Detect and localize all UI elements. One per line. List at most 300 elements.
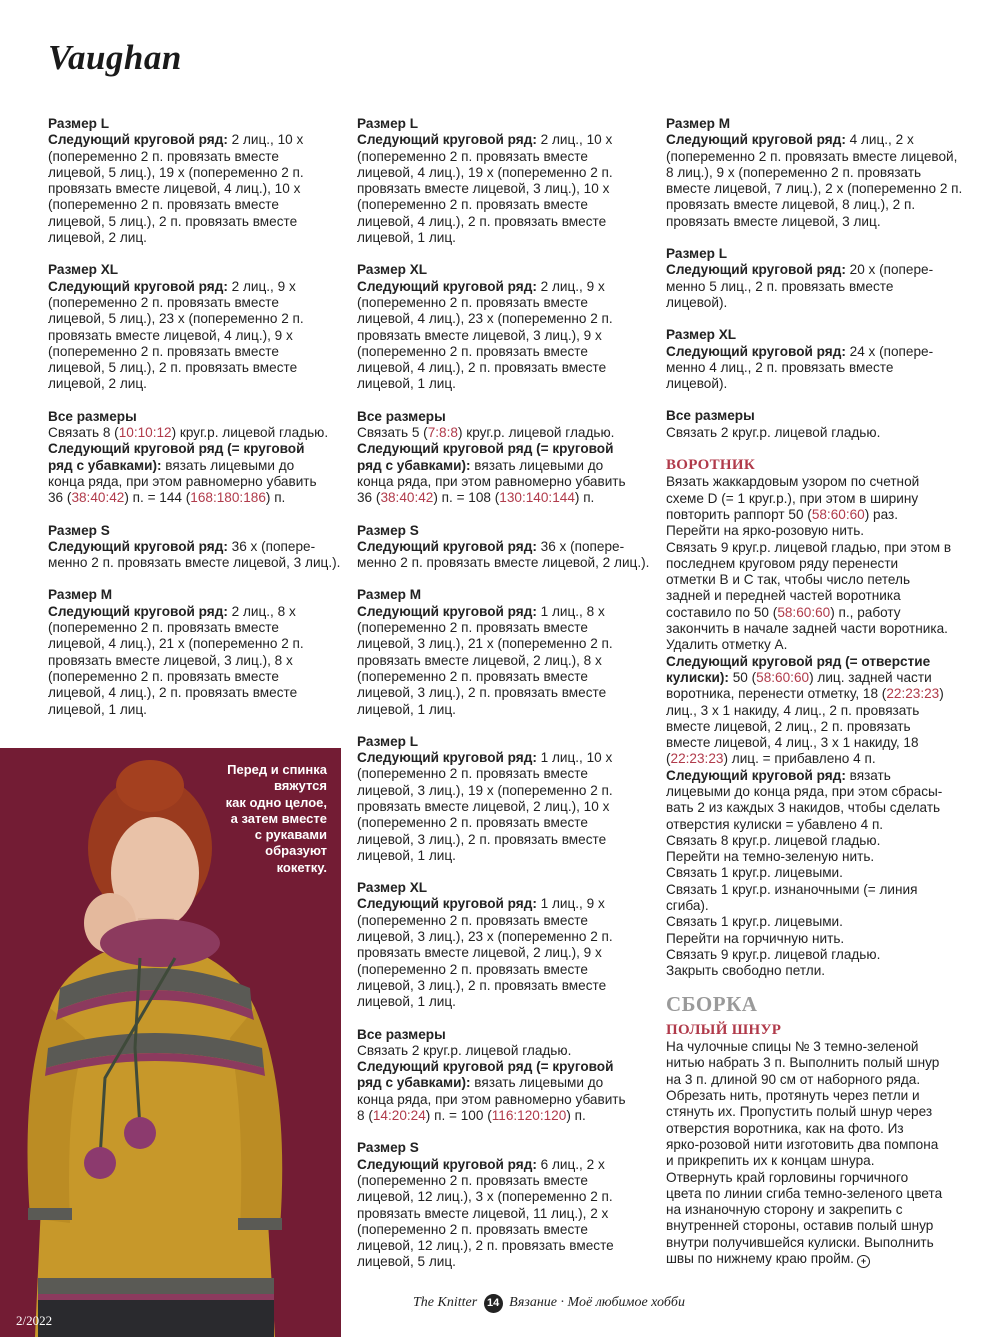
text-span: вязать лицевыми до <box>470 457 604 473</box>
text-span: лицевой, 4 лиц.), 2 п. провязать вместе <box>357 213 607 229</box>
text-block <box>48 262 348 392</box>
text-span: ярко-розовой нити изготовить два помпона <box>666 1136 939 1152</box>
text-line <box>48 669 348 685</box>
text-line <box>48 604 348 620</box>
text-span: отверстия воротника, как на фото. Из <box>666 1120 904 1136</box>
text-block <box>48 587 348 717</box>
text-span: ( <box>666 751 671 767</box>
text-span: ) п., работу <box>830 604 901 620</box>
size-values: 58:60:60 <box>777 604 831 620</box>
text-line <box>666 898 966 914</box>
text-line <box>357 1075 657 1091</box>
bold-text: Следующий круговой ряд: <box>666 767 846 783</box>
text-line <box>666 295 966 311</box>
text-line <box>666 376 966 392</box>
size-values: 168:180:186 <box>190 490 266 506</box>
text-span: вязать <box>845 767 891 783</box>
text-block <box>357 262 657 392</box>
text-line <box>357 116 657 132</box>
bold-text: Следующий круговой ряд (= круговой <box>357 441 614 457</box>
text-line <box>666 686 966 702</box>
text-span: ) раз. <box>864 506 899 522</box>
text-line <box>357 994 657 1010</box>
text-span: конца ряда, при этом равномерно убавить <box>48 473 317 489</box>
text-span: последнем круговом ряду перенести <box>666 555 899 571</box>
text-line <box>666 670 966 686</box>
text-span: вязать лицевыми до <box>470 1075 604 1091</box>
text-line <box>357 815 657 831</box>
text-line <box>357 832 657 848</box>
text-span: Связать 9 круг.р. лицевой гладью, при этом в <box>666 539 952 555</box>
text-line <box>357 587 657 603</box>
text-span: 1 лиц., 8 х <box>536 603 605 619</box>
bold-text: Размер XL <box>357 262 428 278</box>
text-line <box>48 409 348 425</box>
bold-text: Размер M <box>666 116 731 131</box>
text-line <box>357 1189 657 1205</box>
text-line <box>48 653 348 669</box>
text-column-3 <box>666 116 966 1284</box>
text-span: лицевой, 5 лиц.), 23 х (попеременно 2 п. <box>48 311 304 327</box>
text-line <box>666 605 966 621</box>
text-span: провязать вместе лицевой, 3 лиц.), 8 х <box>48 652 293 668</box>
text-line <box>666 165 966 181</box>
bold-text: Размер L <box>357 733 419 749</box>
text-span: менно 2 п. провязать вместе лицевой, 2 лиц.). <box>357 555 650 571</box>
text-line <box>666 914 966 930</box>
text-line <box>666 1104 966 1120</box>
size-values: 58:60:60 <box>811 506 865 522</box>
text-line <box>48 165 348 181</box>
text-span: Перейти на ярко-розовую нить. <box>666 523 865 539</box>
text-span: Вязать жаккардовым узором по счетной <box>666 474 920 490</box>
text-line <box>666 1153 966 1169</box>
text-span: (попеременно 2 п. провязать вместе лицевой, <box>666 148 958 164</box>
text-line <box>666 507 966 523</box>
text-line <box>357 913 657 929</box>
text-line <box>666 523 966 539</box>
text-line <box>357 311 657 327</box>
text-line <box>357 1173 657 1189</box>
text-span: ) п. <box>574 490 595 506</box>
text-line <box>48 587 348 603</box>
text-line <box>48 149 348 165</box>
size-values: 10:10:12 <box>118 425 172 441</box>
text-span: ) п. = 100 ( <box>425 1108 492 1124</box>
text-line <box>666 1186 966 1202</box>
text-span: 2 лиц., 10 х <box>227 132 304 148</box>
text-line <box>357 766 657 782</box>
text-span: (попеременно 2 п. провязать вместе <box>48 620 279 636</box>
text-line <box>666 1235 966 1251</box>
text-span: провязать вместе лицевой, 4 лиц.), 9 х <box>48 327 293 343</box>
text-line <box>666 800 966 816</box>
subsection-heading: ВОРОТНИК <box>666 457 756 474</box>
text-span: провязать вместе лицевой, 8 лиц.), 2 п. <box>666 197 916 213</box>
text-span: 8 лиц.), 9 х (попеременно 2 п. провязать <box>666 164 922 180</box>
text-span: цвета по линии сгиба темно-зеленого цвета <box>666 1185 943 1201</box>
caption-line: а затем вместе <box>230 810 327 826</box>
text-span: (попеременно 2 п. провязать вместе <box>357 1221 588 1237</box>
text-span: вать 2 из каждых 3 накидов, чтобы сделать <box>666 800 941 816</box>
bold-text: Размер L <box>48 116 110 131</box>
text-line <box>666 408 966 424</box>
text-line <box>357 344 657 360</box>
text-line <box>666 360 966 376</box>
text-block <box>357 409 657 507</box>
text-line <box>48 474 348 490</box>
text-span: ) п. = 108 ( <box>433 490 500 506</box>
text-span: провязать вместе лицевой, 2 лиц.), 9 х <box>357 945 602 961</box>
caption-line: кокетку. <box>276 859 327 875</box>
text-span: 20 х (попере- <box>845 262 934 278</box>
text-span: (попеременно 2 п. провязать вместе <box>357 815 588 831</box>
text-span: Отвернуть край горловины горчичного <box>666 1169 909 1185</box>
text-line <box>666 279 966 295</box>
text-block <box>666 116 966 230</box>
text-line <box>357 1222 657 1238</box>
bold-text: Следующий круговой ряд: <box>48 603 228 619</box>
text-line <box>357 490 657 506</box>
text-line <box>666 719 966 735</box>
bold-text: Следующий круговой ряд: <box>357 1156 537 1172</box>
text-span: менно 5 лиц., 2 п. провязать вместе <box>666 278 894 294</box>
text-span: лицевой, 1 лиц. <box>357 230 456 246</box>
text-line <box>48 425 348 441</box>
text-line <box>666 116 966 132</box>
text-span: провязать вместе лицевой, 2 лиц.), 8 х <box>357 652 602 668</box>
text-block <box>666 457 966 980</box>
text-block <box>357 880 657 1010</box>
text-span: (попеременно 2 п. провязать вместе <box>357 294 588 310</box>
magazine-name: The Knitter <box>413 1295 478 1310</box>
text-span: лицевой, 1 лиц. <box>48 701 147 717</box>
text-line <box>48 685 348 701</box>
text-line <box>48 490 348 506</box>
bold-text: Следующий круговой ряд (= круговой <box>357 1059 614 1075</box>
text-span: ) <box>939 686 944 702</box>
text-span: и прикрепить их к концам шнура. <box>666 1153 875 1169</box>
text-span: (попеременно 2 п. провязать вместе <box>48 668 279 684</box>
text-span: (попеременно 2 п. провязать вместе <box>357 961 588 977</box>
text-line <box>48 262 348 278</box>
text-span: (попеременно 2 п. провязать вместе <box>357 620 588 636</box>
text-line <box>666 1251 966 1268</box>
text-line <box>357 425 657 441</box>
text-block <box>357 523 657 572</box>
subsection-heading: ПОЛЫЙ ШНУР <box>666 1021 782 1038</box>
text-line <box>357 1157 657 1173</box>
text-line <box>357 539 657 555</box>
text-span: Связать 1 круг.р. лицевыми. <box>666 914 843 930</box>
bold-text: Следующий круговой ряд: <box>666 343 846 359</box>
issue-number: 2/2022 <box>16 1313 53 1328</box>
text-span: Связать 1 круг.р. лицевыми. <box>666 865 843 881</box>
size-values: 38:40:42 <box>380 490 434 506</box>
text-span: лицевой, 4 лиц.), 21 х (попеременно 2 п. <box>48 636 304 652</box>
text-line <box>357 1092 657 1108</box>
text-span: лицевой, 5 лиц. <box>357 1254 456 1270</box>
text-span: швы по нижнему краю пройм. <box>666 1251 854 1266</box>
bold-text: Следующий круговой ряд: <box>48 132 228 148</box>
text-line <box>357 799 657 815</box>
text-line <box>48 132 348 148</box>
text-line <box>48 523 348 539</box>
bold-text: Размер M <box>48 587 113 603</box>
text-span: 2 лиц., 9 х <box>227 278 296 294</box>
caption-line: вяжутся <box>273 778 327 794</box>
text-line <box>357 441 657 457</box>
text-span: схеме D (= 1 круг.р.), при этом в ширину <box>666 490 919 506</box>
text-line <box>48 230 348 246</box>
text-line <box>48 311 348 327</box>
text-span: вместе лицевой, 4 лиц., 3 х 1 накиду, 18 <box>666 735 919 751</box>
text-line <box>666 572 966 588</box>
text-line <box>357 214 657 230</box>
text-line <box>357 636 657 652</box>
text-span: лицевой, 5 лиц.), 2 п. провязать вместе <box>48 360 298 376</box>
text-line <box>357 1027 657 1043</box>
text-span: ) лиц. задней части <box>809 669 932 685</box>
bold-text: Следующий круговой ряд: <box>48 538 228 554</box>
text-span: (попеременно 2 п. провязать вместе <box>357 912 588 928</box>
page-footer <box>413 1294 685 1313</box>
text-line <box>666 1088 966 1104</box>
text-line <box>357 197 657 213</box>
text-line <box>48 458 348 474</box>
text-span: (попеременно 2 п. провязать вместе <box>357 766 588 782</box>
text-column-2 <box>357 116 657 1287</box>
text-line <box>48 636 348 652</box>
text-span: лицевой, 1 лиц. <box>357 847 456 863</box>
text-span: лицевой, 3 лиц.), 23 х (попеременно 2 п. <box>357 929 613 945</box>
text-span: лицевой). <box>666 294 728 310</box>
bold-text: кулиски): <box>666 669 729 685</box>
text-span: сгиба). <box>666 898 709 914</box>
text-line <box>357 783 657 799</box>
text-line <box>666 947 966 963</box>
text-span: лицевой, 1 лиц. <box>357 994 456 1010</box>
size-values: 116:120:120 <box>491 1108 567 1124</box>
text-line <box>666 181 966 197</box>
text-line <box>666 637 966 653</box>
page-number: 14 <box>484 1294 503 1313</box>
text-line <box>666 833 966 849</box>
text-span: 2 лиц., 8 х <box>227 603 296 619</box>
text-block <box>48 116 348 246</box>
text-line <box>666 344 966 360</box>
text-span: Связать 2 круг.р. лицевой гладью. <box>666 424 881 440</box>
section-heading: СБОРКА <box>666 991 758 1016</box>
text-line <box>357 945 657 961</box>
text-span: лицевыми до конца ряда, при этом сбрасы- <box>666 783 943 799</box>
text-span: стянуть их. Пропустить полый шнур через <box>666 1104 933 1120</box>
text-span: 36 ( <box>357 490 381 506</box>
text-line <box>357 1206 657 1222</box>
text-line <box>666 768 966 784</box>
text-span: вместе лицевой, 2 лиц., 2 п. провязать <box>666 718 911 734</box>
text-line <box>357 230 657 246</box>
text-line <box>357 702 657 718</box>
text-span: внутренней стороны, оставив полый шнур <box>666 1218 934 1234</box>
text-span: Перейти на темно-зеленую нить. <box>666 849 875 865</box>
text-span: на 3 п. длиной 90 см от наборного ряда. <box>666 1071 921 1087</box>
bold-text: ряд с убавками): <box>357 1075 471 1091</box>
text-line <box>666 784 966 800</box>
bold-text: ряд с убавками): <box>357 457 471 473</box>
text-span: лицевой, 3 лиц.), 21 х (попеременно 2 п. <box>357 636 613 652</box>
text-line <box>48 555 348 571</box>
bold-text: Размер S <box>48 522 110 538</box>
text-span: ) лиц. = прибавлено 4 п. <box>723 751 876 767</box>
size-values: 22:23:23 <box>670 751 724 767</box>
text-line <box>48 702 348 718</box>
bold-text: Размер XL <box>666 327 737 343</box>
text-block <box>666 327 966 392</box>
text-span: ) п. = 144 ( <box>124 490 191 506</box>
text-span: 2 лиц., 10 х <box>536 132 613 148</box>
text-line <box>357 409 657 425</box>
bold-text: Следующий круговой ряд: <box>357 132 537 148</box>
text-span: лицевой, 5 лиц.), 2 п. провязать вместе <box>48 213 298 229</box>
text-line <box>48 295 348 311</box>
text-span: (попеременно 2 п. провязать вместе <box>48 197 279 213</box>
text-column-1 <box>48 116 348 734</box>
text-span: лиц., 3 х 1 накиду, 4 лиц., 2 п. провязать <box>666 702 920 718</box>
bold-text: Следующий круговой ряд: <box>48 278 228 294</box>
text-line <box>48 539 348 555</box>
text-line <box>666 214 966 230</box>
size-values: 14:20:24 <box>372 1108 426 1124</box>
text-line <box>357 295 657 311</box>
text-line <box>357 376 657 392</box>
text-span: лицевой, 1 лиц. <box>357 376 456 392</box>
text-line <box>357 262 657 278</box>
text-line <box>357 1108 657 1124</box>
bold-text: Следующий круговой ряд: <box>357 278 537 294</box>
text-line <box>357 1238 657 1254</box>
text-span: (попеременно 2 п. провязать вместе <box>357 343 588 359</box>
text-line <box>666 197 966 213</box>
bold-text: Следующий круговой ряд: <box>357 603 537 619</box>
bold-text: Следующий круговой ряд: <box>666 262 846 278</box>
bold-text: Все размеры <box>357 408 446 424</box>
text-span: Связать 2 круг.р. лицевой гладью. <box>357 1042 572 1058</box>
text-block <box>357 1140 657 1270</box>
text-span: 50 ( <box>728 669 757 685</box>
text-line <box>357 620 657 636</box>
bold-text: Следующий круговой ряд: <box>666 132 846 148</box>
bold-text: Все размеры <box>357 1026 446 1042</box>
bold-text: Размер L <box>666 246 728 262</box>
text-span: лицевой, 3 лиц.), 19 х (попеременно 2 п. <box>357 782 613 798</box>
text-span: (попеременно 2 п. провязать вместе <box>357 668 588 684</box>
bold-text: Следующий круговой ряд: <box>357 750 537 766</box>
text-span: менно 4 лиц., 2 п. провязать вместе <box>666 359 894 375</box>
text-line <box>666 246 966 262</box>
text-span: лицевой, 3 лиц.), 2 п. провязать вместе <box>357 977 607 993</box>
text-line <box>48 328 348 344</box>
text-span: внутри получившейся кулиски. Выполнить <box>666 1234 934 1250</box>
text-span: закончить в начале задней части воротника. <box>666 621 948 637</box>
model-photo <box>0 748 341 1337</box>
size-values: 38:40:42 <box>71 490 125 506</box>
text-span: 8 ( <box>357 1108 373 1124</box>
text-line <box>666 735 966 751</box>
text-line <box>666 1072 966 1088</box>
text-line <box>666 149 966 165</box>
text-line <box>666 1218 966 1234</box>
text-block <box>357 1027 657 1125</box>
text-span: лицевой). <box>666 376 728 392</box>
text-line <box>357 523 657 539</box>
text-line <box>357 604 657 620</box>
caption-line: как одно целое, <box>225 794 327 810</box>
text-span: конца ряда, при этом равномерно убавить <box>357 473 626 489</box>
text-line <box>357 458 657 474</box>
text-span: лицевой, 2 лиц. <box>48 230 147 246</box>
size-values: 58:60:60 <box>756 669 810 685</box>
text-line <box>666 865 966 881</box>
text-span: На чулочные спицы № 3 темно-зеленой <box>666 1039 919 1055</box>
text-span: провязать вместе лицевой, 3 лиц.), 10 х <box>357 181 610 197</box>
end-mark-icon: + <box>857 1255 870 1268</box>
text-line <box>666 1039 966 1055</box>
text-line <box>666 1170 966 1186</box>
text-span: воротника, перенести отметку, 18 ( <box>666 686 887 702</box>
text-line <box>48 279 348 295</box>
text-line <box>48 620 348 636</box>
text-line <box>357 165 657 181</box>
text-line <box>666 425 966 441</box>
bold-text: Размер S <box>357 1140 419 1156</box>
bold-text: Следующий круговой ряд (= круговой <box>48 441 305 457</box>
text-line <box>666 1202 966 1218</box>
text-span: (попеременно 2 п. провязать вместе <box>48 148 279 164</box>
text-line <box>357 750 657 766</box>
text-span: Связать 8 круг.р. лицевой гладью. <box>666 832 881 848</box>
text-block <box>357 116 657 246</box>
text-line <box>357 669 657 685</box>
text-span: вместе лицевой, 7 лиц.), 2 х (попеременно 2 п. <box>666 181 963 197</box>
text-span: ) круг.р. лицевой гладью. <box>457 425 615 441</box>
text-line <box>357 328 657 344</box>
bold-text: Следующий круговой ряд (= отверстие <box>666 653 931 669</box>
text-span: составило по 50 ( <box>666 604 778 620</box>
text-span: лицевой, 12 лиц.), 3 х (попеременно 2 п. <box>357 1189 613 1205</box>
text-span: повторить раппорт 50 ( <box>666 506 812 522</box>
text-line <box>48 197 348 213</box>
caption-line: образуют <box>265 843 327 859</box>
caption-line: с рукавами <box>254 827 327 843</box>
text-span: лицевой, 4 лиц.), 23 х (попеременно 2 п. <box>357 311 613 327</box>
bold-text: Размер M <box>357 587 422 603</box>
text-span: конца ряда, при этом равномерно убавить <box>357 1091 626 1107</box>
text-span: 36 ( <box>48 490 72 506</box>
text-span: лицевой, 4 лиц.), 19 х (попеременно 2 п. <box>357 164 613 180</box>
text-block <box>666 408 966 441</box>
text-line <box>666 621 966 637</box>
text-line <box>666 474 966 490</box>
text-span: (попеременно 2 п. провязать вместе <box>357 197 588 213</box>
bold-text: Размер L <box>357 116 419 131</box>
bold-text: Размер S <box>357 522 419 538</box>
text-span: Обрезать нить, протянуть через петли и <box>666 1088 920 1104</box>
text-line <box>666 327 966 343</box>
bold-text: Размер XL <box>48 262 119 278</box>
text-block <box>666 246 966 311</box>
text-span: 1 лиц., 9 х <box>536 896 605 912</box>
